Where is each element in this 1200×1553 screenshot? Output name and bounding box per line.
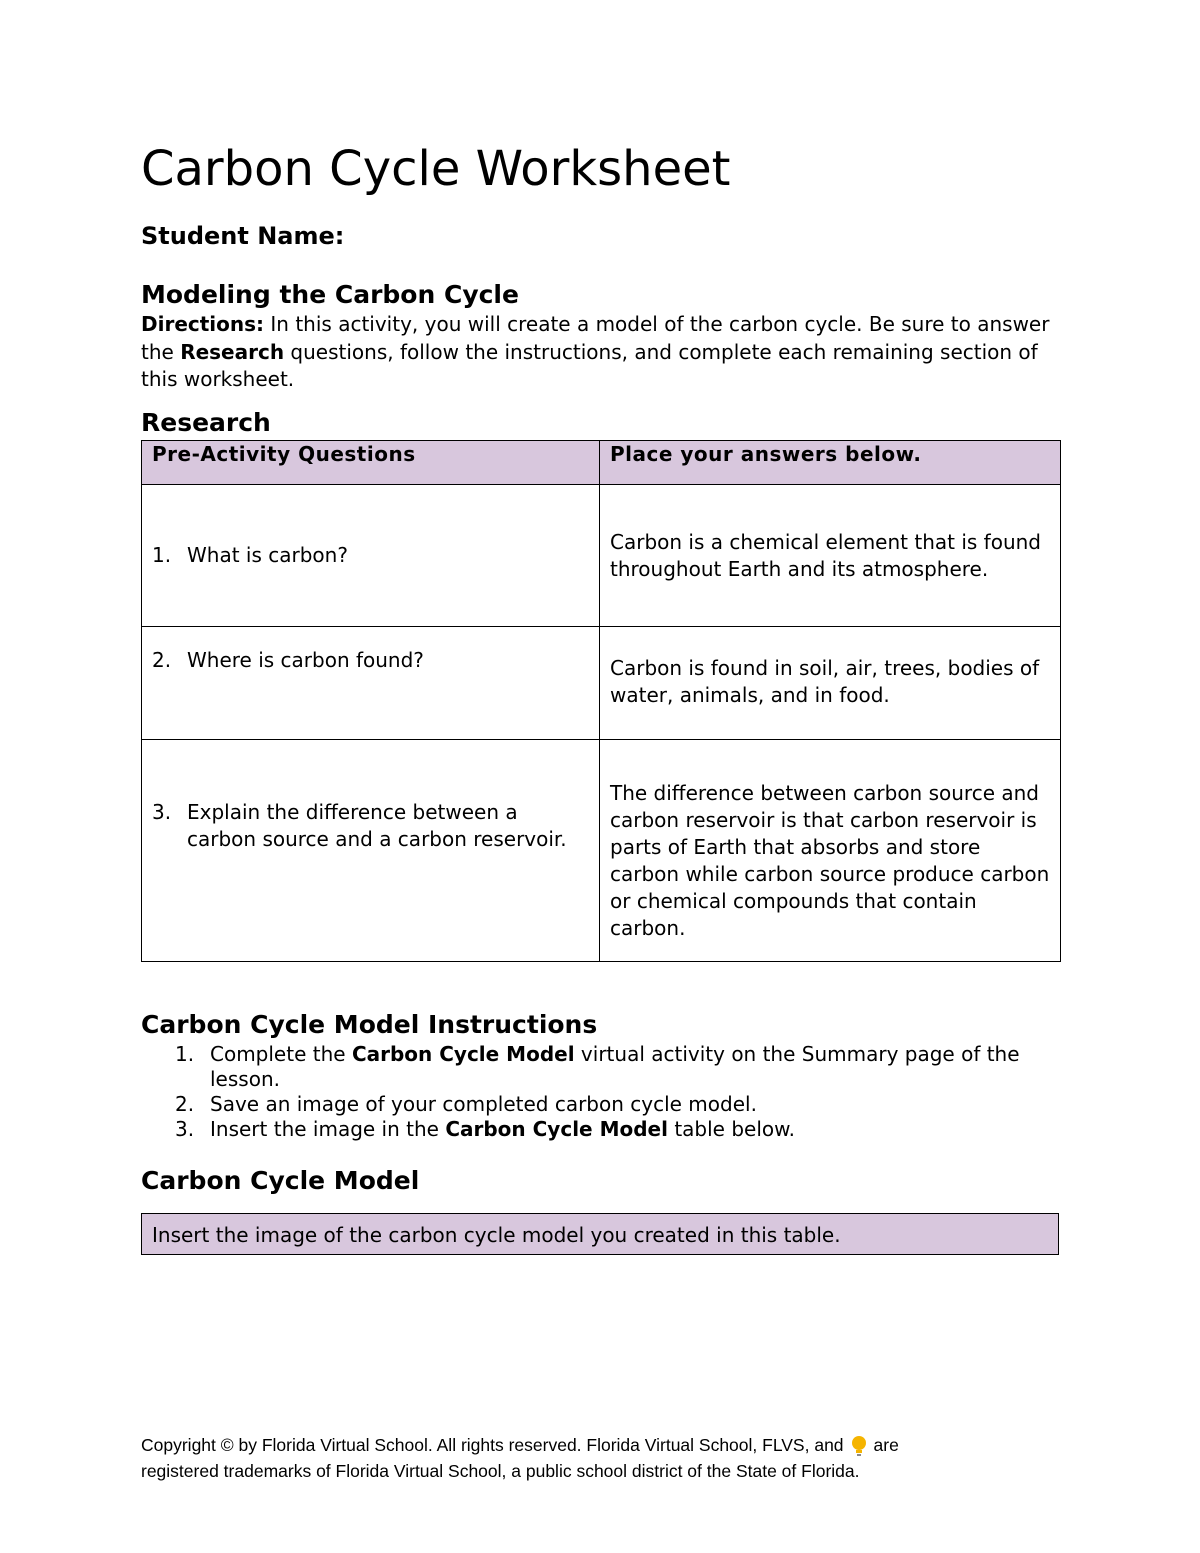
question-number: 3. (152, 800, 172, 824)
header-answers: Place your answers below. (600, 441, 1061, 485)
answer-cell[interactable] (600, 485, 1061, 627)
question-text: Where is carbon found? (187, 648, 424, 672)
model-table-cell[interactable]: Insert the image of the carbon cycle model you created in this table. (141, 1213, 1059, 1255)
list-item: 1. Complete the Carbon Cycle Model virtual activity on the Summary page of the lesson. (175, 1042, 1020, 1091)
answer-cell[interactable] (600, 627, 1061, 740)
instructions-list (175, 1042, 1055, 1142)
directions-bold-word: Research (180, 339, 285, 364)
table-row (142, 627, 1061, 740)
model-heading: Carbon Cycle Model (141, 1166, 420, 1195)
question-number: 1. (152, 543, 172, 567)
directions-text-1: In this activity, you will create a model of the carbon cycle. Be sure to answer the (141, 312, 1050, 364)
answer-text: The difference between carbon source and carbon reservoir is that carbon reservoir is parts of Earth that absorbs and store carbon while carbon source produce carbon or chemical compounds that contain carbon. (610, 781, 1050, 940)
list-item: 2. Save an image of your completed carbon cycle model. (175, 1092, 757, 1116)
directions-label: Directions: (141, 312, 265, 336)
question-text: Explain the difference between a carbon source and a carbon reservoir. (187, 800, 567, 851)
footer-line-1-end: are (873, 1435, 899, 1455)
footer-line-1: Copyright © by Florida Virtual School. All rights reserved. Florida Virtual School, FLVS, and (141, 1435, 844, 1455)
answer-text: Carbon is a chemical element that is found throughout Earth and its atmosphere. (610, 529, 1041, 581)
directions-paragraph (141, 311, 1071, 394)
research-heading: Research (141, 408, 271, 437)
answer-text: Carbon is found in soil, air, trees, bodies of water, animals, and in food. (610, 656, 1040, 707)
modeling-heading: Modeling the Carbon Cycle (141, 280, 519, 309)
table-row (142, 740, 1061, 962)
student-name-label: Student Name: (141, 222, 345, 250)
research-table-header-row (142, 441, 1061, 485)
question-cell (142, 627, 600, 740)
question-number: 2. (152, 648, 172, 672)
question-text: What is carbon? (187, 543, 348, 567)
page-title: Carbon Cycle Worksheet (141, 141, 731, 197)
question-cell (142, 485, 600, 627)
header-questions: Pre-Activity Questions (142, 441, 600, 485)
lightbulb-logo-icon (848, 1434, 870, 1458)
answer-cell[interactable] (600, 740, 1061, 962)
footer-line-2: registered trademarks of Florida Virtual School, a public school district of the State of Florida. (141, 1461, 860, 1482)
copyright-footer (141, 1432, 1041, 1484)
instructions-heading: Carbon Cycle Model Instructions (141, 1010, 598, 1039)
question-cell (142, 740, 600, 962)
research-table (141, 440, 1061, 962)
table-row (142, 485, 1061, 627)
list-item: 3. Insert the image in the Carbon Cycle Model table below. (175, 1117, 796, 1141)
directions-text-2: questions, follow the instructions, and complete each remaining section of this worksheet. (141, 339, 1038, 391)
